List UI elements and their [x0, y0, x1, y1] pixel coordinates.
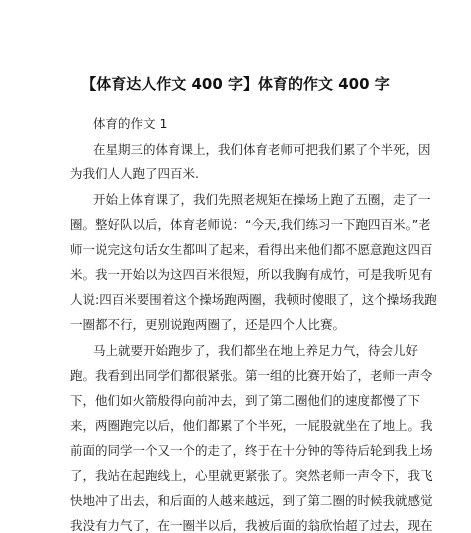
paragraph-line: 师一说完这句话女生都叫了起来，看得出来他们都不愿意跑这四百 [70, 242, 433, 257]
paragraph-line: 下，他们如火箭般得向前冲去，到了第二圈他们的速度都慢了下 [70, 393, 421, 408]
paragraph-line: 为我们人人跑了四百米. [70, 166, 199, 181]
paragraph-line: 前面的同学一个又一个的走了，终于在十分钟的等待后轮到我上场 [70, 443, 433, 458]
paragraph-line: 在星期三的体育课上，我们体育老师可把我们累了个半死，因 [93, 142, 431, 157]
paragraph-line: 米。我一开始以为这四百米很短，所以我胸有成竹，可是我听见有 [70, 267, 433, 282]
paragraph-line: 马上就要开始跑步了，我们都坐在地上养足力气，待会儿好 [93, 343, 419, 358]
paragraph-line: 来，两圈跑完以后，他们都累了个半死，一屁股就坐在了地上。我 [70, 418, 433, 433]
paragraph-line: 快地冲了出去，和后面的人越来越远，到了第二圈的时候我就感觉 [70, 493, 433, 508]
paragraph-line: 了，我站在起跑线上，心里就更紧张了。突然老师一声令下，我飞 [70, 468, 433, 483]
paragraph-line: 开始上体育课了，我们先照老规矩在操场上跑了五圈，走了一 [93, 192, 431, 207]
paragraph-line: 圈。整好队以后，体育老师说：“今天,我们练习一下跑四百米。”老 [70, 217, 431, 232]
paragraph-line: 跑。我看到出同学们都很紧张。第一组的比赛开始了，老师一声令 [70, 368, 433, 383]
essay-subtitle: 体育的作文 1 [93, 116, 168, 131]
paragraph-line: 我没有力气了，在一圈半以后，我被后面的翁欣怡超了过去，现在 [70, 518, 433, 533]
paragraph-line: 一圈都不行，更别说跑两圈了，还是四个人比赛。 [70, 317, 346, 332]
document-title: 【体育达人作文 400 字】体育的作文 400 字 [81, 75, 390, 93]
paragraph-line: 人说:四百米要围着这个操场跑两圈，我顿时傻眼了，这个操场我跑 [70, 292, 437, 307]
